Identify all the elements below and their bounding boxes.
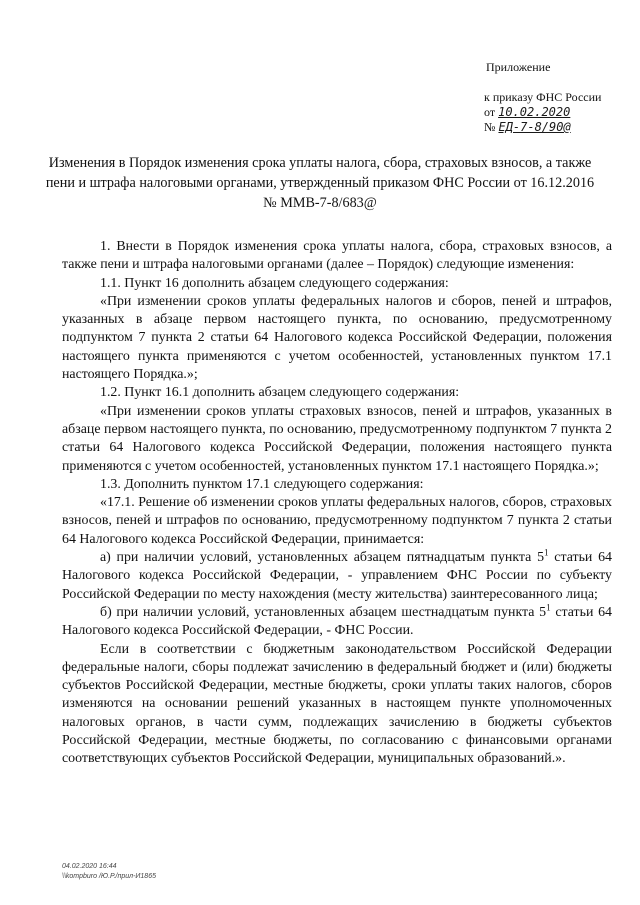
appendix-number	[484, 120, 571, 135]
footer-path: \\kompburo /Ю.Р./прил-И1865	[62, 873, 156, 880]
item-b-rest: статьи 64 Налогового кодекса Российской Федерации, - ФНС России.	[62, 604, 612, 639]
appendix-order-line: к приказу ФНС России	[484, 90, 602, 104]
item-a-text: а) при наличии условий, установленных абзацем пятнадцатым пункта 5	[100, 550, 545, 566]
footer-timestamp: 04.02.2020 16:44	[62, 863, 117, 870]
appendix-date-handwritten: 10.02.2020	[498, 105, 571, 119]
paragraph-17-1: «17.1. Решение об изменении сроков уплаты федеральных налогов, сборов, страховых взносов, пеней и штрафов по основанию, предусмотренному подпунктом 7 пункта 2 статьи 64 Налогового кодекса Российской Федерации, принимается:	[62, 495, 612, 547]
appendix-label: Приложение	[486, 60, 551, 74]
paragraph-1-1: 1.1. Пункт 16 дополнить абзацем следующего содержания:	[100, 275, 449, 291]
item-b-text: б) при наличии условий, установленных абзацем шестнадцатым пункта 5	[100, 604, 547, 620]
paragraph-1-2-text: «При изменении сроков уплаты страховых взносов, пеней и штрафов, указанных в абзаце первом настоящего пункта, по основанию, предусмотренному подпунктом 7 пункта 2 статьи 64 Налогового кодекса Российской Федерации, положения настоящего пункта применяются с учетом особенностей, установленных пунктом 17.1 настоящего Порядка.»;	[62, 403, 612, 474]
item-a-rest: статьи 64 Налогового кодекса Российской Федерации, - управлением ФНС России по субъекту Российской Федерации по месту нахождения (месту жительства) заинтересованного лица;	[62, 550, 612, 602]
document-title: Изменения в Порядок изменения срока уплаты налога, сбора, страховых взносов, а также пени и штрафа налоговыми органами, утвержденный приказом ФНС России от 16.12.2016 № ММВ-7-8/683@	[45, 155, 595, 211]
paragraph-1-2: 1.2. Пункт 16.1 дополнить абзацем следующего содержания:	[100, 385, 460, 401]
document-footer	[62, 862, 156, 882]
item-a-superscript: 1	[544, 547, 549, 558]
closing-paragraph: Если в соответствии с бюджетным законодательством Российской Федерации федеральные налоги, сборы подлежат зачислению в федеральный бюджет и (или) бюджеты субъектов Российской Федерации, местные бюджеты, сроки уплаты таких налогов, сборов изменяются на основании решений указанных в настоящем пункте уполномоченных налоговых органов, в части сумм, подлежащих зачислению в бюджеты субъектов Российской Федерации, местные бюджеты, по согласованию с финансовыми органами соответствующих субъектов Российской Федерации, муниципальных образований.».	[62, 641, 612, 767]
appendix-number-prefix: №	[484, 120, 496, 134]
item-b-superscript: 1	[546, 602, 551, 613]
paragraph-1: 1. Внести в Порядок изменения срока уплаты налога, сбора, страховых взносов, а также пени и штрафа налоговыми органами (далее – Порядок) следующие изменения:	[62, 239, 612, 273]
appendix-date-prefix: от	[484, 105, 496, 119]
item-b	[62, 604, 612, 641]
appendix-date	[484, 105, 570, 120]
item-a	[62, 549, 612, 604]
paragraph-1-3: 1.3. Дополнить пунктом 17.1 следующего содержания:	[100, 476, 424, 492]
paragraph-1-1-text: «При изменении сроков уплаты федеральных налогов и сборов, пеней и штрафов, указанных в абзаце первом настоящего пункта, по основанию, предусмотренному подпунктом 7 пункта 2 статьи 64 Налогового кодекса Российской Федерации, положения настоящего пункта применяются с учетом особенностей, установленных пунктом 17.1 настоящего Порядка.»;	[62, 293, 612, 383]
document-body	[62, 238, 612, 769]
appendix-number-handwritten: ЕД-7-8/90@	[498, 120, 571, 134]
